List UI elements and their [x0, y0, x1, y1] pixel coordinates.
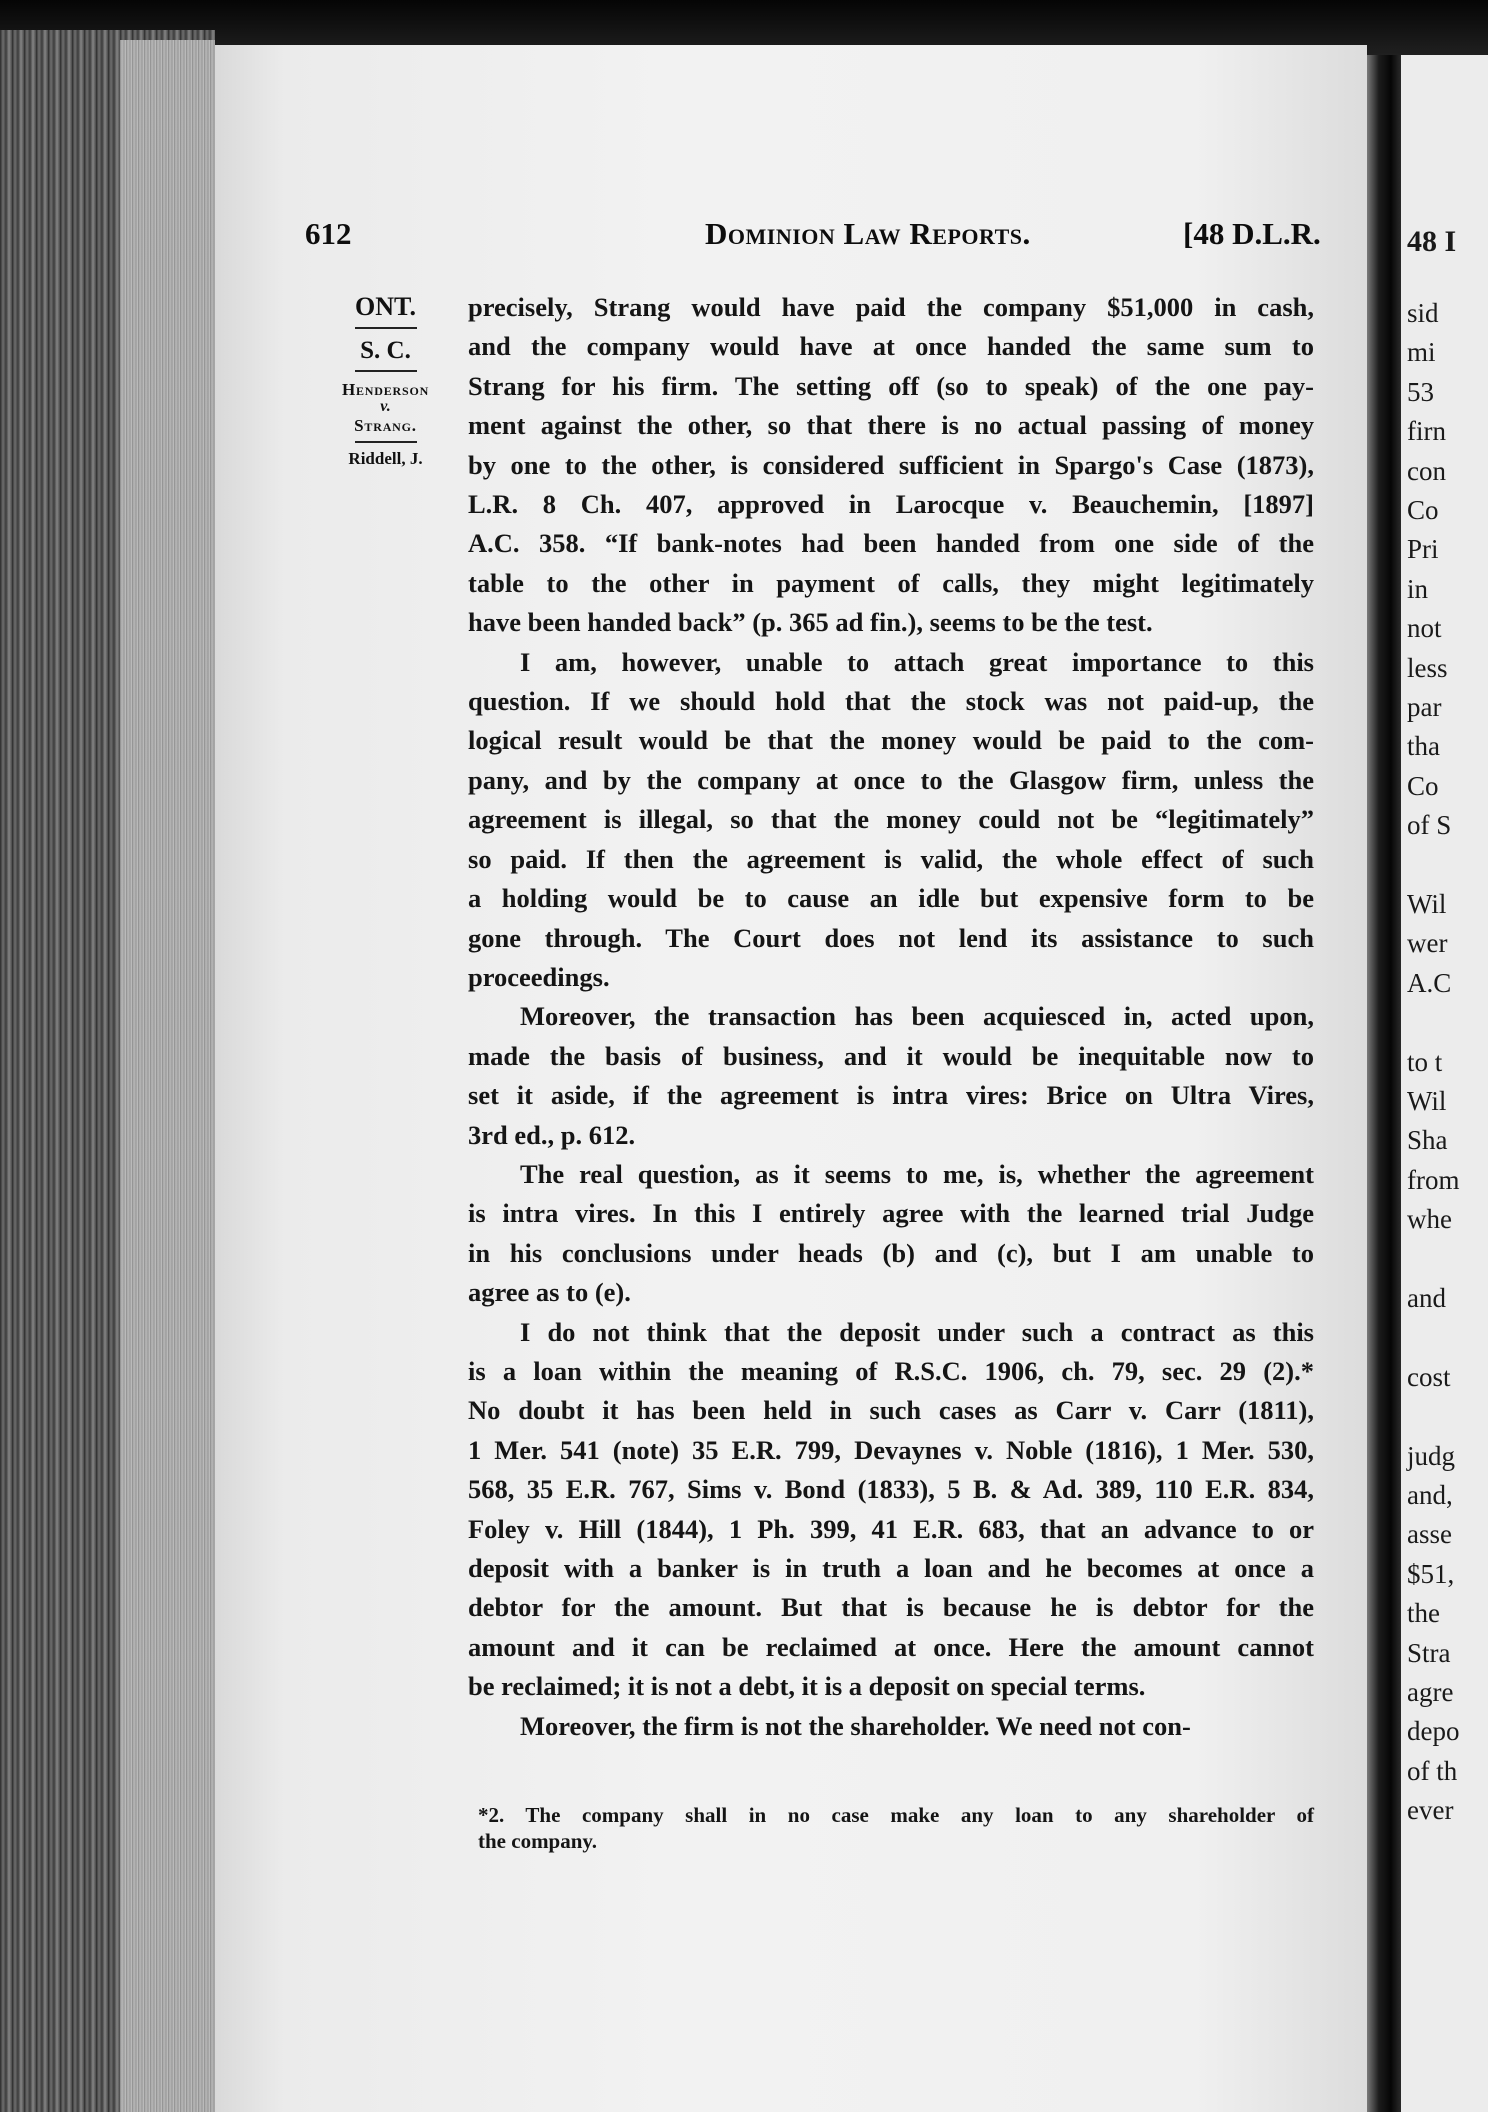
journal-title: Dominion Law Reports.: [705, 216, 1031, 251]
text-line: 1 Mer. 541 (note) 35 E.R. 799, Devaynes v. Noble (1816), 1 Mer. 530,: [468, 1434, 1314, 1465]
facing-page-line: Stra: [1407, 1637, 1451, 1668]
paragraph: [468, 1707, 1314, 1746]
versus-label: v.: [380, 398, 391, 415]
facing-page-line: Sha: [1407, 1125, 1448, 1156]
facing-page: [1401, 55, 1488, 2112]
facing-page-line: 53: [1407, 376, 1434, 407]
page-number: 612: [305, 216, 352, 251]
defendant-name: Strang.: [354, 416, 417, 435]
facing-page-line: A.C: [1407, 967, 1452, 998]
facing-page-line: Co: [1407, 495, 1439, 525]
facing-page-line: agre: [1407, 1677, 1454, 1707]
text-line: a holding would be to cause an idle but expensive form to be: [468, 883, 1314, 914]
text-line: precisely, Strang would have paid the company $51,000 in cash,: [468, 292, 1314, 322]
text-line: question. If we should hold that the stock was not paid-up, the: [468, 686, 1314, 717]
text-line: Strang for his firm. The setting off (so to speak) of the one pay-: [468, 370, 1314, 401]
footnote-line: the company.: [478, 1829, 598, 1853]
text-line: gone through. The Court does not lend its assistance to such: [468, 922, 1314, 953]
text-line: be reclaimed; it is not a debt, it is a deposit on special terms.: [468, 1671, 1146, 1702]
sidenote-rule: [355, 370, 417, 372]
facing-page-line: less: [1407, 652, 1448, 683]
text-line: Moreover, the transaction has been acquiesced in, acted upon,: [520, 1001, 1314, 1032]
facing-page-line: con: [1407, 455, 1446, 486]
facing-page-line: mi: [1407, 337, 1436, 368]
book-gutter: [1367, 55, 1401, 2112]
judgment-text: [468, 288, 1314, 1746]
text-line: A.C. 358. “If bank-notes had been handed from one side of the: [468, 528, 1314, 559]
facing-page-line: from: [1407, 1164, 1460, 1195]
text-line: pany, and by the company at once to the Glasgow firm, unless the: [468, 764, 1314, 795]
facing-page-line: Pri: [1407, 534, 1439, 565]
text-line: table to the other in payment of calls, they might legitimately: [468, 567, 1314, 598]
court-province: ONT.: [355, 292, 416, 321]
facing-page-line: to t: [1407, 1046, 1443, 1077]
facing-page-line: the: [1407, 1598, 1440, 1629]
text-line: No doubt it has been held in such cases as Carr v. Carr (1811),: [468, 1395, 1314, 1426]
text-line: so paid. If then the agreement is valid, the whole effect of such: [468, 843, 1314, 874]
text-line: deposit with a banker is in truth a loan and he becomes at once a: [468, 1553, 1314, 1583]
running-head: [0, 216, 1488, 256]
facing-page-line: Wil: [1407, 1086, 1447, 1116]
text-line: have been handed back” (p. 365 ad fin.), seems to be the test.: [468, 607, 1153, 638]
text-line: by one to the other, is considered sufficient in Spargo's Case (1873),: [468, 449, 1314, 480]
text-line: Moreover, the firm is not the shareholder. We need not con-: [520, 1710, 1191, 1741]
text-line: debtor for the amount. But that is because he is debtor for the: [468, 1592, 1314, 1623]
facing-page-line: wer: [1407, 928, 1448, 959]
facing-page-line: and: [1407, 1283, 1446, 1313]
text-line: agree as to (e).: [468, 1277, 631, 1308]
facing-page-line: not: [1407, 613, 1442, 644]
facing-page-line: Wil: [1407, 889, 1447, 919]
text-line: 3rd ed., p. 612.: [468, 1119, 636, 1150]
text-line: logical result would be that the money would be paid to the com-: [468, 725, 1314, 756]
facing-page-line: depo: [1407, 1716, 1460, 1747]
facing-page-line: $51,: [1407, 1558, 1455, 1589]
paragraph: [468, 288, 1314, 643]
text-line: I do not think that the deposit under such a contract as this: [520, 1316, 1314, 1347]
facing-page-line: cost: [1407, 1361, 1451, 1392]
facing-page-line: par: [1407, 692, 1442, 722]
text-line: ment against the other, so that there is no actual passing of money: [468, 410, 1314, 441]
facing-page-line: sid: [1407, 298, 1439, 328]
text-line: and the company would have at once handed the same sum to: [468, 331, 1314, 362]
paragraph: [468, 643, 1314, 998]
paragraph: [468, 1313, 1314, 1707]
facing-page-line: tha: [1407, 731, 1440, 762]
text-line: is a loan within the meaning of R.S.C. 1906, ch. 79, sec. 29 (2).*: [468, 1355, 1314, 1386]
text-line: made the basis of business, and it would be inequitable now to: [468, 1040, 1314, 1071]
footnote-line: *2. The company shall in no case make any loan to any shareholder of: [478, 1803, 1314, 1827]
facing-page-line: and,: [1407, 1480, 1453, 1510]
facing-page-line: in: [1407, 573, 1429, 604]
facing-page-line: firn: [1407, 416, 1446, 447]
text-line: is intra vires. In this I entirely agree with the learned trial Judge: [468, 1198, 1314, 1229]
facing-page-line: judg: [1407, 1440, 1456, 1471]
text-line: The real question, as it seems to me, is, whether the agreement: [520, 1158, 1314, 1189]
text-line: proceedings.: [468, 961, 610, 992]
book-page-edges-light: [120, 40, 215, 2112]
text-line: Foley v. Hill (1844), 1 Ph. 399, 41 E.R. 683, that an advance to or: [468, 1513, 1314, 1544]
text-line: L.R. 8 Ch. 407, approved in Larocque v. Beauchemin, [1897]: [468, 489, 1314, 520]
facing-page-line: Co: [1407, 770, 1439, 801]
plaintiff-name: Henderson: [341, 380, 430, 399]
facing-page-line: of th: [1407, 1755, 1458, 1786]
text-line: 568, 35 E.R. 767, Sims v. Bond (1833), 5 B. & Ad. 389, 110 E.R. 834,: [468, 1474, 1314, 1505]
text-line: in his conclusions under heads (b) and (c), but I am unable to: [468, 1237, 1314, 1268]
paragraph: [468, 1155, 1314, 1313]
facing-page-line: ever: [1407, 1795, 1454, 1826]
sidenote-rule: [355, 441, 417, 443]
sidenote-rule: [355, 327, 417, 329]
paragraph: [468, 997, 1314, 1155]
facing-page-line: asse: [1407, 1519, 1452, 1550]
text-line: amount and it can be reclaimed at once. Here the amount cannot: [468, 1631, 1314, 1662]
facing-page-header: 48 I: [1407, 225, 1457, 258]
facing-page-line: of S: [1407, 810, 1452, 841]
footnote: [478, 1802, 1314, 1854]
text-line: set it aside, if the agreement is intra vires: Brice on Ultra Vires,: [468, 1080, 1314, 1111]
facing-page-line: whe: [1407, 1204, 1452, 1235]
text-line: agreement is illegal, so that the money could not be “legitimately”: [468, 804, 1314, 835]
judge-name: Riddell, J.: [348, 449, 423, 468]
text-line: I am, however, unable to attach great importance to this: [520, 646, 1314, 677]
case-sidenote: [318, 292, 453, 469]
court-division: S. C.: [360, 337, 411, 364]
volume-reference: [48 D.L.R.: [1183, 216, 1321, 251]
